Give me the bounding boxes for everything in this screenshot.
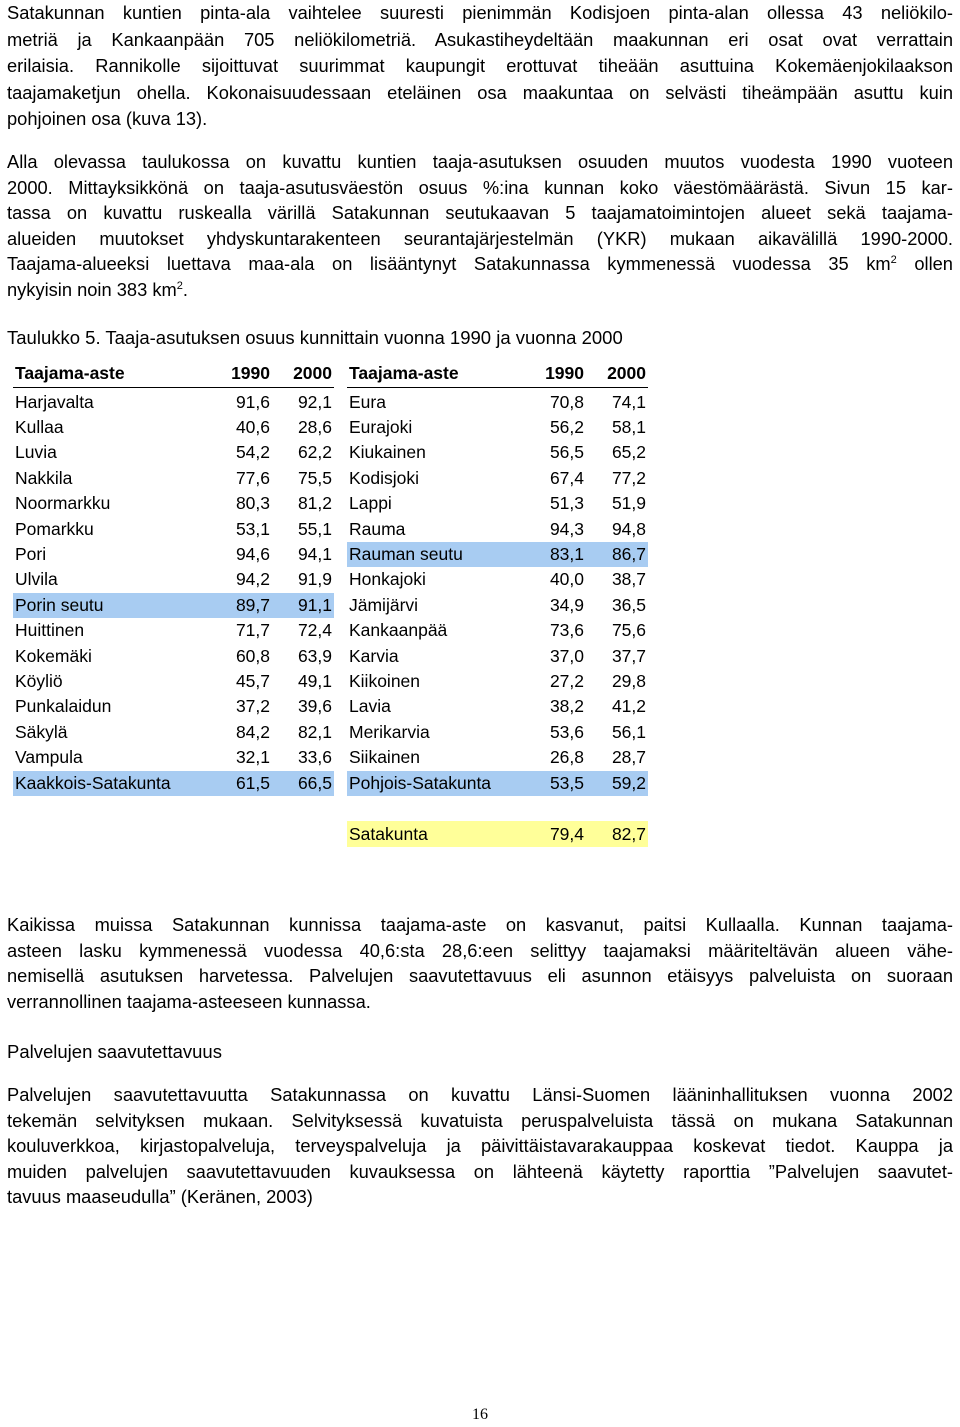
column-header: Taajama-aste — [347, 361, 511, 388]
municipality-cell: Rauma — [349, 518, 406, 539]
table-row — [13, 390, 334, 415]
table-header-row — [347, 361, 648, 388]
table-row — [347, 745, 648, 770]
value-1990-cell: 80,3 — [235, 493, 270, 514]
table-row — [347, 618, 648, 643]
table-row — [13, 491, 334, 516]
table-row — [13, 745, 334, 770]
value-2000-cell: 77,2 — [611, 467, 646, 488]
table-row — [347, 491, 648, 516]
value-2000-cell: 66,5 — [274, 771, 334, 796]
value-1990-cell: 53,1 — [235, 518, 270, 539]
table-row — [347, 466, 648, 491]
value-2000-cell: 41,2 — [611, 696, 646, 717]
municipality-cell: Harjavalta — [15, 391, 94, 412]
value-2000-cell: 91,1 — [274, 593, 334, 618]
value-1990-cell: 94,3 — [549, 518, 584, 539]
value-1990-cell: 89,7 — [181, 593, 274, 618]
table-row — [347, 415, 648, 440]
value-1990-cell: 83,1 — [511, 542, 588, 567]
municipality-cell: Honkajoki — [349, 569, 426, 590]
municipality-cell: Siikainen — [349, 747, 421, 768]
value-1990-cell: 60,8 — [235, 645, 270, 666]
value-2000-cell: 39,6 — [297, 696, 332, 717]
table-row — [347, 644, 648, 669]
value-1990-cell: 40,0 — [549, 569, 584, 590]
value-2000-cell: 62,2 — [297, 442, 332, 463]
value-1990-cell: 94,6 — [235, 544, 270, 565]
table-row — [347, 669, 648, 694]
value-1990-cell: 26,8 — [549, 747, 584, 768]
value-1990-cell: 37,0 — [549, 645, 584, 666]
table-row — [347, 440, 648, 465]
value-2000-cell: 37,7 — [611, 645, 646, 666]
municipality-cell: Eura — [349, 391, 386, 412]
value-2000-cell: 28,6 — [297, 417, 332, 437]
value-1990-cell: 94,2 — [235, 569, 270, 590]
municipality-cell: Pomarkku — [15, 518, 94, 539]
text-line: nemisellä asutuksen harvetessa. Palvelujen saavutettavuus eli asunnon etäisyys palveluista on suoraan — [7, 965, 953, 987]
text-line: muiden palvelujen saavutettavuuden kuvauksessa on lähteenä käytetty raporttia ”Palvelujen saavutet- — [7, 1160, 953, 1182]
value-1990-cell: 37,2 — [235, 696, 270, 717]
value-2000-cell: 36,5 — [611, 594, 646, 615]
municipality-cell: Luvia — [15, 442, 57, 463]
region-total-row — [13, 593, 334, 618]
text-line: Taajama-alueeksi luettava maa-ala on lisääntynyt Satakunnassa kymmenessä vuodessa 35 $km^2$ ollen — [7, 253, 953, 275]
text-line: Alla olevassa taulukossa on kuvattu kuntien taaja-asutuksen osuuden muutos vuodesta 1990 vuoteen — [7, 151, 953, 172]
value-1990-cell: 70,8 — [549, 391, 584, 412]
text-line: taajamaketjun ohella. Kokonaisuudessaan eteläinen osa maakuntaa on selvästi tiheämpään asuttu kuin — [7, 81, 953, 103]
text-line: nykyisin noin 383 $km^2$. — [7, 278, 188, 300]
value-2000-cell: 86,7 — [588, 542, 648, 567]
municipality-cell: Merikarvia — [349, 721, 430, 742]
value-2000-cell: 74,1 — [611, 391, 646, 412]
table-row — [13, 720, 334, 745]
value-1990-cell: 45,7 — [235, 671, 270, 692]
text-line: pohjoinen osa (kuva 13). — [7, 108, 208, 129]
value-1990-cell: 54,2 — [235, 442, 270, 463]
municipality-cell: Kaakkois-Satakunta — [13, 771, 181, 796]
value-2000-cell: 28,7 — [611, 747, 646, 768]
page-number: 16 — [472, 1406, 488, 1423]
municipality-cell: Lappi — [349, 493, 392, 514]
value-2000-cell: 72,4 — [297, 620, 332, 641]
municipality-cell: Porin seutu — [13, 593, 181, 618]
total-row — [347, 821, 648, 847]
text-line: tassa on kuvattu ruskealla värillä Satakunnan seutukaavan 5 taajamatoimintojen alueet sekä taajama- — [7, 202, 953, 224]
column-header: 2000 — [588, 361, 648, 388]
table-description-paragraph — [7, 149, 953, 303]
table-row — [13, 542, 334, 567]
table-row — [347, 694, 648, 719]
value-1990-cell: 56,5 — [549, 442, 584, 463]
municipality-cell: Punkalaidun — [15, 696, 112, 717]
value-1990-cell: 67,4 — [549, 467, 584, 488]
value-1990-cell: 32,1 — [235, 747, 270, 768]
municipality-cell: Ulvila — [15, 569, 58, 590]
table-caption: Taulukko 5. Taaja-asutuksen osuus kunnittain vuonna 1990 ja vuonna 2000 — [7, 327, 623, 348]
table-row — [13, 669, 334, 694]
text-line: asteen lasku kymmenessä vuodessa 40,6:sta 28,6:een selittyy taajamaksi määriteltävän alueen vähe- — [7, 939, 953, 961]
value-1990-cell: 53,6 — [549, 721, 584, 742]
table-row — [347, 567, 648, 592]
table-row — [13, 466, 334, 491]
table-header-row — [13, 361, 334, 388]
municipality-cell: Lavia — [349, 696, 391, 717]
table-row — [13, 415, 334, 440]
municipality-cell: Kodisjoki — [349, 467, 420, 488]
municipality-cell: Vampula — [15, 747, 83, 768]
value-2000-cell: 55,1 — [297, 518, 332, 539]
value-1990-cell: 27,2 — [549, 671, 584, 692]
value-1990-cell: 53,5 — [511, 771, 588, 796]
column-header: 1990 — [181, 361, 274, 388]
text-line: tavuus maaseudulla” (Keränen, 2003) — [7, 1186, 313, 1208]
total-1990: 79,4 — [511, 821, 588, 847]
region-total-row — [347, 542, 648, 567]
value-2000-cell: 29,8 — [611, 671, 646, 692]
value-2000-cell: 51,9 — [611, 493, 646, 514]
municipality-cell: Eurajoki — [349, 417, 413, 437]
text-line: Satakunnan kuntien pinta-ala vaihtelee suuresti pienimmän Kodisjoen pinta-alan ollessa 43 neliökilo- — [7, 2, 953, 23]
text-line: metriä ja Kankaanpään 705 neliökilometriä. Asukastiheydeltään maakunnan eri osat ovat verrattain — [7, 28, 953, 50]
value-2000-cell: 63,9 — [297, 645, 332, 666]
value-1990-cell: 71,7 — [235, 620, 270, 641]
region-total-row — [347, 771, 648, 796]
value-2000-cell: 92,1 — [297, 391, 332, 412]
value-2000-cell: 75,5 — [297, 467, 332, 488]
municipality-cell: Kiukainen — [349, 442, 426, 463]
value-1990-cell: 91,6 — [235, 391, 270, 412]
table-row — [13, 567, 334, 592]
table-row — [13, 440, 334, 465]
value-2000-cell: 81,2 — [297, 493, 332, 514]
total-2000: 82,7 — [588, 821, 648, 847]
left-table — [13, 361, 334, 796]
value-2000-cell: 59,2 — [588, 771, 648, 796]
municipality-cell: Kullaa — [15, 417, 64, 437]
value-2000-cell: 94,8 — [611, 518, 646, 539]
column-header: 1990 — [511, 361, 588, 388]
value-2000-cell: 91,9 — [297, 569, 332, 590]
value-2000-cell: 58,1 — [611, 417, 646, 437]
municipality-cell: Nakkila — [15, 467, 73, 488]
value-2000-cell: 65,2 — [611, 442, 646, 463]
intro-paragraph — [7, 0, 953, 133]
table-row — [13, 618, 334, 643]
table-row — [13, 694, 334, 719]
municipality-cell: Rauman seutu — [347, 542, 511, 567]
text-line: alueiden muutokset yhdyskuntarakenteen seurantajärjestelmän (YKR) mukaan aikavälillä 1990-2000. — [7, 227, 953, 249]
column-header: Taajama-aste — [13, 361, 181, 388]
municipality-cell: Noormarkku — [15, 493, 111, 514]
total-name: Satakunta — [347, 821, 511, 847]
text-line: Kaikissa muissa Satakunnan kunnissa taajama-aste on kasvanut, paitsi Kullaalla. Kunnan taajama- — [7, 914, 953, 935]
municipality-cell: Pohjois-Satakunta — [347, 771, 511, 796]
value-1990-cell: 73,6 — [549, 620, 584, 641]
text-line: tekemän selvityksen mukaan. Selvityksessä kuvatuista peruspalveluista tässä on mukana Satakunnan — [7, 1109, 953, 1131]
municipality-cell: Säkylä — [15, 721, 68, 742]
value-1990-cell: 40,6 — [235, 417, 270, 437]
municipality-cell: Kokemäki — [15, 645, 92, 666]
value-2000-cell: 75,6 — [611, 620, 646, 641]
table-row — [13, 517, 334, 542]
table-row — [347, 390, 648, 415]
municipality-cell: Pori — [15, 544, 47, 565]
municipality-cell: Huittinen — [15, 620, 85, 641]
value-2000-cell: 56,1 — [611, 721, 646, 742]
total-table — [347, 821, 648, 847]
value-2000-cell: 38,7 — [611, 569, 646, 590]
value-1990-cell: 34,9 — [549, 594, 584, 615]
text-line: 2000. Mittayksikkönä on taaja-asutusväestön osuus %:ina kunnan koko väestömäärästä. Sivun 15 kar- — [7, 176, 953, 198]
text-line: kouluverkkoa, kirjastopalveluja, terveyspalveluja ja päivittäistavarakauppaa koskevat tiedot. Kauppa ja — [7, 1135, 953, 1157]
municipality-cell: Karvia — [349, 645, 399, 666]
table-row — [347, 517, 648, 542]
value-1990-cell: 38,2 — [549, 696, 584, 717]
text-line: Palvelujen saavutettavuutta Satakunnassa on kuvattu Länsi-Suomen lääninhallituksen vuonna 2002 — [7, 1084, 953, 1105]
value-1990-cell: 61,5 — [181, 771, 274, 796]
right-table — [347, 361, 648, 796]
value-2000-cell: 49,1 — [297, 671, 332, 692]
value-2000-cell: 33,6 — [297, 747, 332, 768]
municipality-cell: Kiikoinen — [349, 671, 421, 692]
value-2000-cell: 94,1 — [297, 544, 332, 565]
section-heading: Palvelujen saavutettavuus — [7, 1041, 222, 1062]
text-line: erilaisia. Rannikolle sijoittuvat suurimmat kaupungit erottuvat tiheään asuttuina Kokemäenjokilaakson — [7, 55, 953, 76]
value-1990-cell: 56,2 — [549, 417, 584, 437]
table-row — [347, 593, 648, 618]
column-header: 2000 — [274, 361, 334, 388]
table-row — [347, 720, 648, 745]
municipality-cell: Kankaanpää — [349, 620, 448, 641]
services-paragraph — [7, 1082, 953, 1210]
value-1990-cell: 84,2 — [235, 721, 270, 742]
table-row — [13, 644, 334, 669]
region-total-row — [13, 771, 334, 796]
municipality-cell: Jämijärvi — [349, 594, 419, 615]
value-2000-cell: 82,1 — [297, 721, 332, 742]
text-line: verrannollinen taajama-asteeseen kunnassa. — [7, 990, 371, 1012]
value-1990-cell: 51,3 — [549, 493, 584, 514]
analysis-paragraph — [7, 912, 953, 1014]
value-1990-cell: 77,6 — [235, 467, 270, 488]
municipality-cell: Köyliö — [15, 671, 63, 692]
